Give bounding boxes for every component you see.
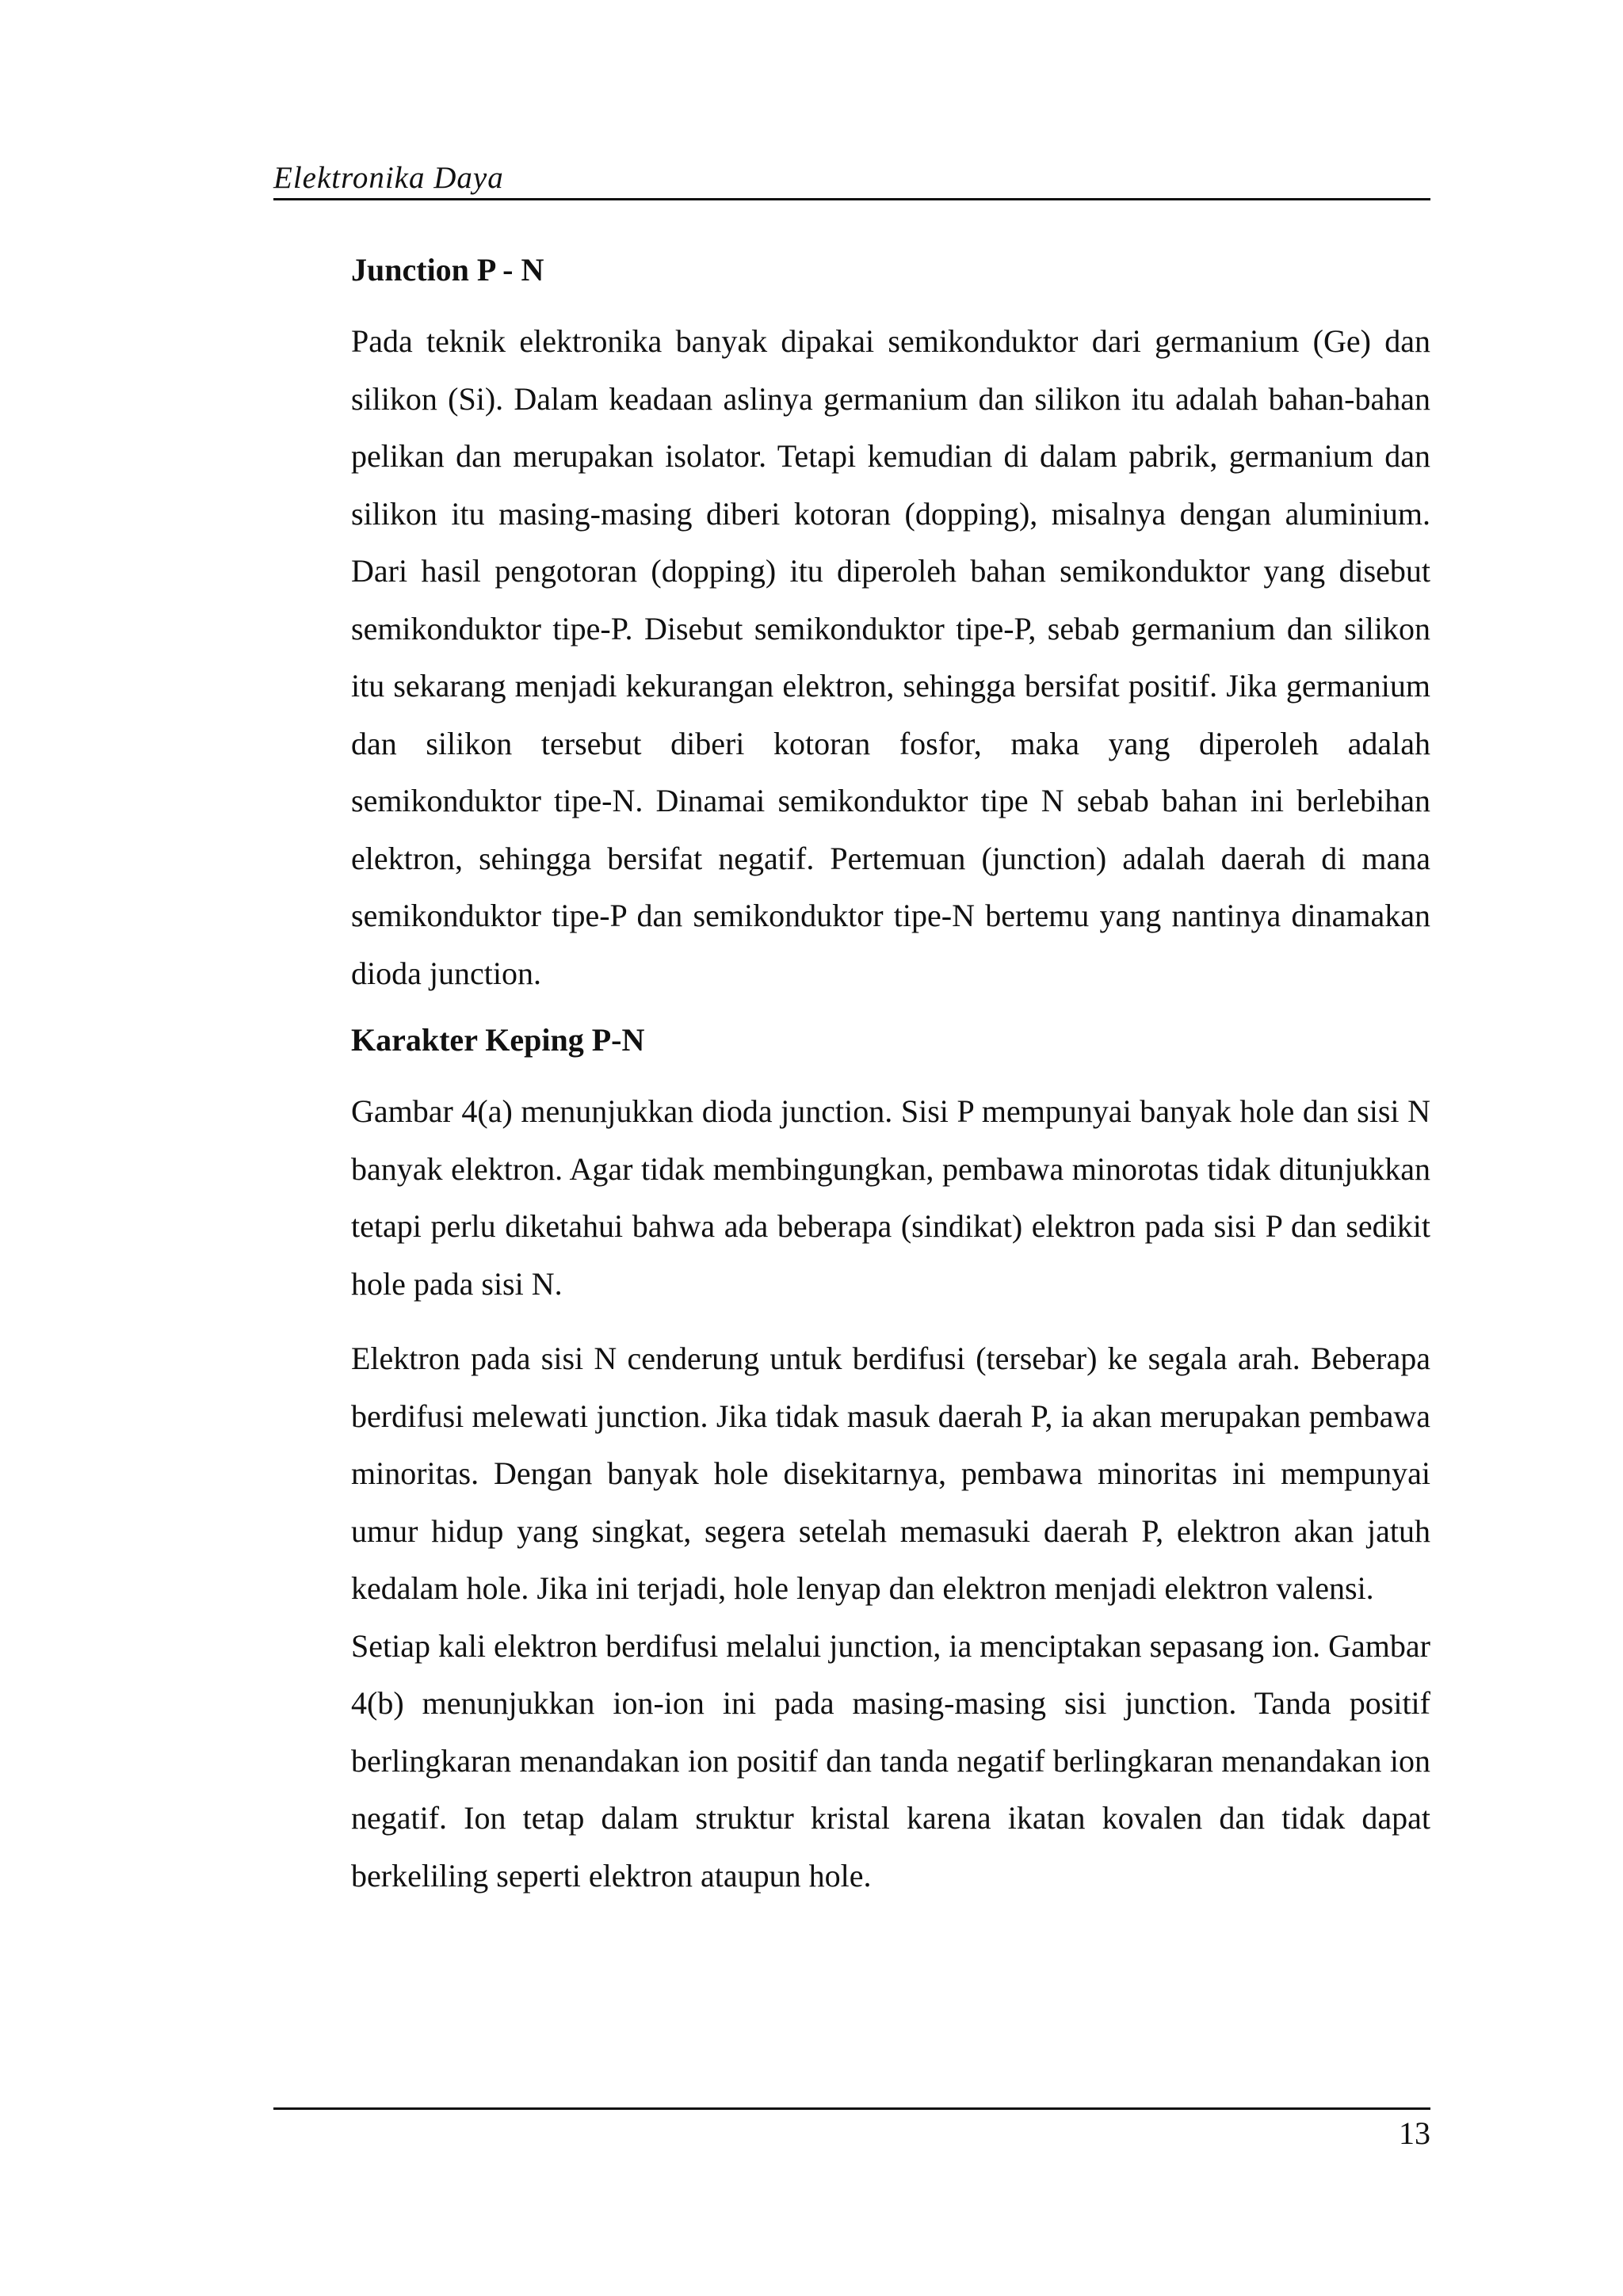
page-number: 13 (1399, 2115, 1430, 2151)
paragraph-karakter-2: Elektron pada sisi N cenderung untuk berdifusi (tersebar) ke segala arah. Beberapa berdifusi melewati junction. Jika tidak masuk daerah P, ia akan merupakan pembawa minoritas. Dengan banyak hole disekitarnya, pembawa minoritas ini mempunyai umur hidup yang singkat, segera setelah memasuki daerah P, elektron akan jatuh kedalam hole. Jika ini terjadi, hole lenyap dan elektron menjadi elektron valensi. (351, 1341, 1430, 1606)
paragraph-junction: Pada teknik elektronika banyak dipakai semikonduktor dari germanium (Ge) dan silikon (Si). Dalam keadaan aslinya germanium dan silikon itu adalah bahan-bahan pelikan dan merupakan isolator. Tetapi kemudian di dalam pabrik, germanium dan silikon itu masing-masing diberi kotoran (dopping), misalnya dengan aluminium. Dari hasil pengotoran (dopping) itu diperoleh bahan semikonduktor yang disebut semikonduktor tipe-P. Disebut semikonduktor tipe-P, sebab germanium dan silikon itu sekarang menjadi kekurangan elektron, sehingga bersifat positif. Jika germanium dan silikon tersebut diberi kotoran fosfor, maka yang diperoleh adalah semikonduktor tipe-N. Dinamai semikonduktor tipe N sebab bahan ini berlebihan elektron, sehingga bersifat negatif. Pertemuan (junction) adalah daerah di mana semikonduktor tipe-P dan semikonduktor tipe-N bertemu yang nantinya dinamakan dioda junction. (351, 323, 1430, 991)
section-heading-junction: Junction P - N (351, 252, 544, 288)
paragraph-karakter-1: Gambar 4(a) menunjukkan dioda junction. Sisi P mempunyai banyak hole dan sisi N banyak elektron. Agar tidak membingungkan, pembawa minorotas tidak ditunjukkan tetapi perlu diketahui bahwa ada beberapa (sindikat) elektron pada sisi P dan sedikit hole pada sisi N. (351, 1093, 1430, 1302)
paragraph-karakter-3: Setiap kali elektron berdifusi melalui junction, ia menciptakan sepasang ion. Gambar 4(b) menunjukkan ion-ion ini pada masing-masing sisi junction. Tanda positif berlingkaran menandakan ion positif dan tanda negatif berlingkaran menandakan ion negatif. Ion tetap dalam struktur kristal karena ikatan kovalen dan tidak dapat berkeliling seperti elektron ataupun hole. (351, 1627, 1430, 1894)
running-header-title: Elektronika Daya (273, 161, 504, 195)
page-footer (273, 2107, 1430, 2151)
page-header (273, 157, 1430, 200)
section-heading-karakter: Karakter Keping P-N (351, 1022, 645, 1058)
page-body (351, 250, 1430, 1905)
